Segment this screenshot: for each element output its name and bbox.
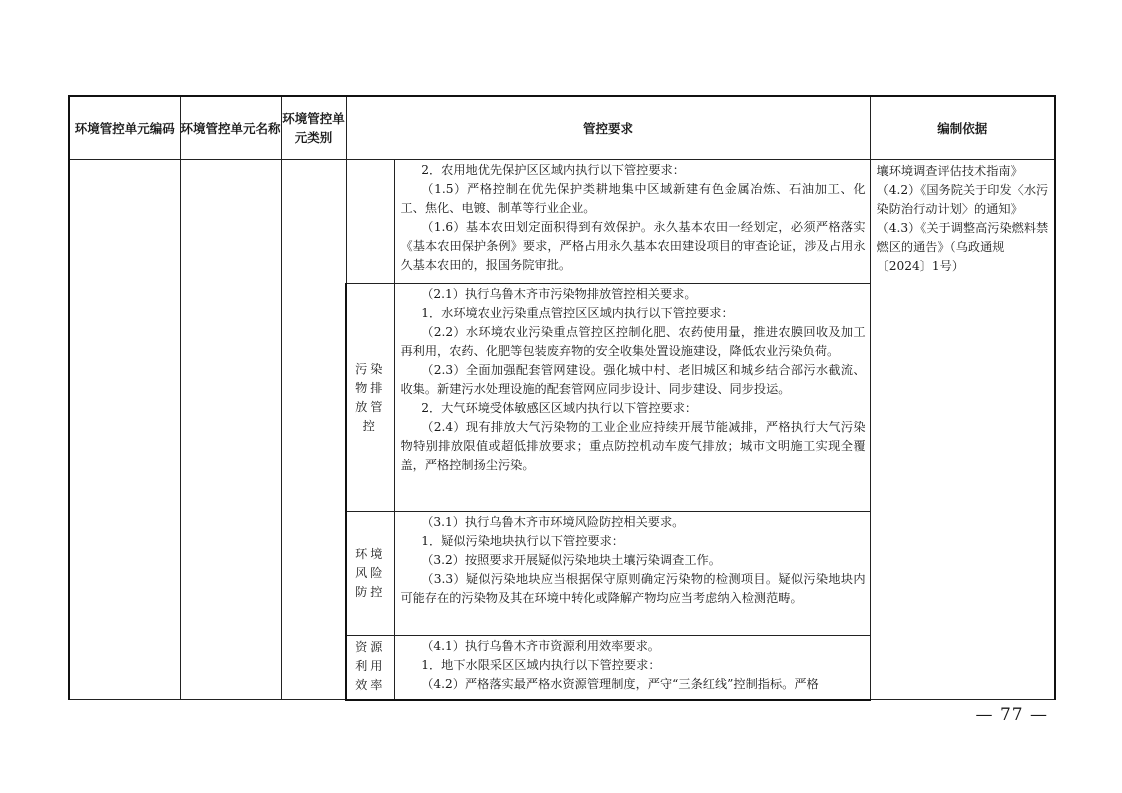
basis-line: 壤环境调查评估技术指南》 (876, 164, 1023, 178)
unit-type-cell (281, 160, 346, 700)
unit-code-cell (69, 160, 180, 700)
requirement-line: （2.3）全面加强配套管网建设。强化城中村、老旧城区和城乡结合部污水截流、收集。新建污水处理设施的配套管网应同步设计、同步建设、同步投运。 (400, 363, 866, 396)
header-unit-name: 环境管控单元名称 (180, 96, 281, 160)
requirement-line: （2.1）执行乌鲁木齐市污染物排放管控相关要求。 (421, 287, 697, 301)
header-requirements: 管控要求 (346, 96, 870, 160)
header-unit-type: 环境管控单元类别 (281, 96, 346, 160)
category-cell: 环境风险防控 (346, 512, 394, 636)
requirement-cell (394, 636, 870, 700)
category-cell (346, 160, 394, 284)
requirement-line: （4.1）执行乌鲁木齐市资源利用效率要求。 (421, 639, 660, 653)
control-requirements-table (68, 95, 1056, 701)
table-row (69, 160, 1055, 284)
requirement-line: （3.2）按照要求开展疑似污染地块土壤污染调查工作。 (421, 553, 721, 567)
requirement-line: （2.4）现有排放大气污染物的工业企业应持续开展节能减排，严格执行大气污染物特别排放限值或超低排放要求；重点防控机动车废气排放；城市文明施工实现全覆盖，严格控制扬尘污染。 (400, 420, 866, 472)
basis-cell (870, 160, 1055, 700)
requirement-line: （2.2）水环境农业污染重点管控区控制化肥、农药使用量，推进农膜回收及加工再利用，农药、化肥等包装废弃物的安全收集处置设施建设，降低农业污染负荷。 (400, 325, 866, 358)
requirement-cell (394, 284, 870, 512)
header-row (69, 96, 1055, 160)
requirement-cell (394, 160, 870, 284)
requirement-line: 1．地下水限采区区域内执行以下管控要求： (421, 658, 661, 672)
requirement-line: 2．大气环境受体敏感区区域内执行以下管控要求： (421, 401, 698, 415)
requirement-line: （1.5）严格控制在优先保护类耕地集中区域新建有色金属冶炼、石油加工、化工、焦化、电镀、制革等行业企业。 (400, 182, 866, 215)
category-cell: 资源利用效率 (346, 636, 394, 700)
requirement-line: 1．疑似污染地块执行以下管控要求： (421, 534, 624, 548)
requirement-line: 2．农用地优先保护区区域内执行以下管控要求： (421, 163, 685, 177)
requirement-line: 1．水环境农业污染重点管控区区域内执行以下管控要求： (421, 306, 734, 320)
requirement-line: （1.6）基本农田划定面积得到有效保护。永久基本农田一经划定，必须严格落实《基本农田保护条例》要求，严格占用永久基本农田建设项目的审查论证，涉及占用永久基本农田的，报国务院审批。 (400, 220, 866, 272)
requirement-line: （3.1）执行乌鲁木齐市环境风险防控相关要求。 (421, 515, 685, 529)
header-basis: 编制依据 (870, 96, 1055, 160)
header-unit-code: 环境管控单元编码 (69, 96, 180, 160)
basis-line: （4.3）《关于调整高污染燃料禁燃区的通告》（乌政通规〔2024〕1号） (876, 221, 1049, 273)
requirement-line: （3.3）疑似污染地块应当根据保守原则确定污染物的检测项目。疑似污染地块内可能存在的污染物及其在环境中转化或降解产物均应当考虑纳入检测范畴。 (400, 572, 866, 605)
basis-line: （4.2）《国务院关于印发〈水污染防治行动计划〉的通知》 (876, 183, 1049, 216)
unit-name-cell (180, 160, 281, 700)
page-number: — 77 — (975, 705, 1048, 725)
requirement-cell (394, 512, 870, 636)
category-cell: 污染物排放管控 (346, 284, 394, 512)
requirement-line: （4.2）严格落实最严格水资源管理制度，严守“三条红线”控制指标。严格 (421, 677, 819, 691)
